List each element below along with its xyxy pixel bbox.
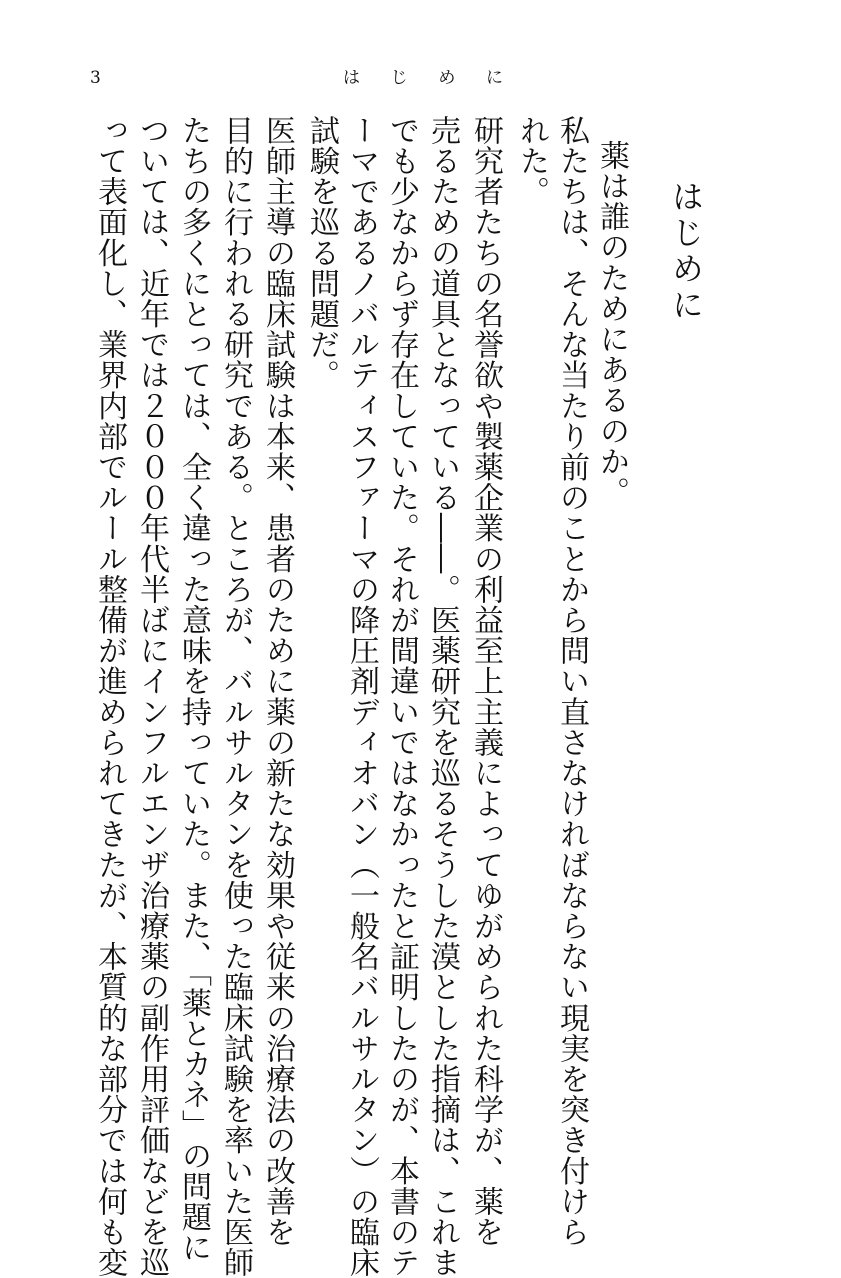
text-column: たちの多くにとっては、全く違った意味を持っていた。また、「薬とカネ」の問題に — [176, 115, 211, 1263]
text-column: 目的に行われる研究である。ところが、バルサルタンを使った臨床試験を率いた医師 — [218, 115, 253, 1278]
text-column: 私たちは、そんな当たり前のことから問い直さなければならない現実を突き付けら — [554, 115, 589, 1248]
page-number: 3 — [90, 68, 101, 88]
text-column: 売るための道具となっている――。医薬研究を巡るそうした漠とした指摘は、これま — [425, 115, 460, 1278]
text-column: 試験を巡る問題だ。 — [304, 115, 339, 391]
text-column: ーマであるノバルティスファーマの降圧剤ディオバン（一般名バルサルタン）の臨床 — [344, 115, 379, 1278]
text-column: 薬は誰のためにあるのか。 — [594, 140, 629, 508]
text-column: 医師主導の臨床試験は本来、患者のために薬の新たな効果や従来の治療法の改善を — [260, 115, 295, 1248]
running-header-char: に — [485, 68, 503, 88]
running-header-char: め — [438, 68, 456, 88]
running-header-char: は — [343, 68, 360, 88]
text-column: って表面化し、業界内部でルール整備が進められてきたが、本質的な部分では何も変 — [92, 115, 127, 1278]
running-header-char: じ — [390, 68, 408, 88]
text-column: でも少なからず存在していた。それが間違いではなかったと証明したのが、本書のテ — [384, 115, 419, 1278]
text-column: れた。 — [514, 115, 549, 207]
running-header — [343, 70, 503, 87]
text-column: ついては、近年では２０００年代半ばにインフルエンザ治療薬の副作用評価などを巡 — [134, 115, 169, 1278]
text-column: 研究者たちの名誉欲や製薬企業の利益至上主義によってゆがめられた科学が、薬を — [468, 115, 503, 1248]
chapter-title: はじめに — [667, 180, 705, 324]
